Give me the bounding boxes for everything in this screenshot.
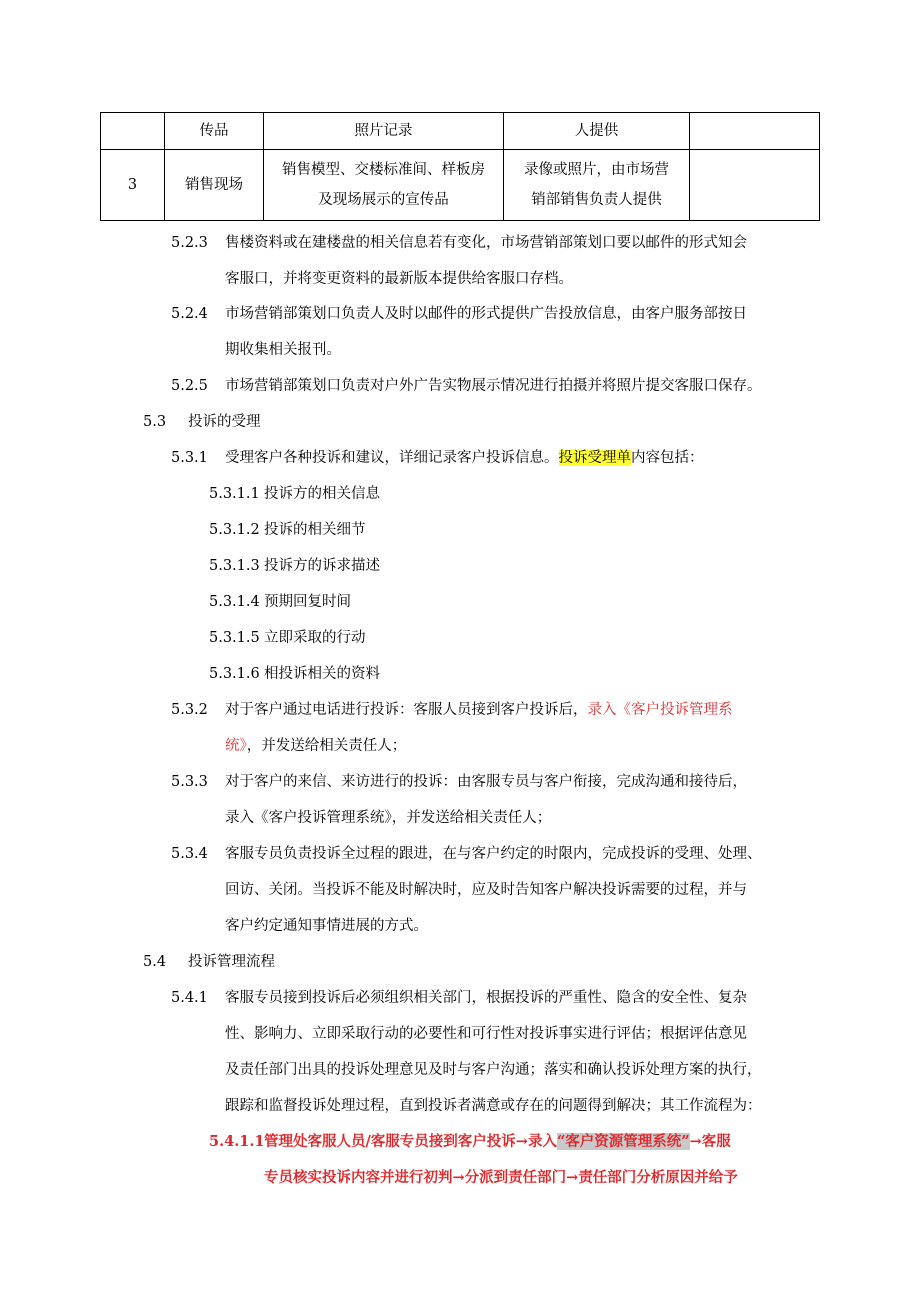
- section-number: 5.4: [143, 954, 167, 970]
- table-cell: 3: [101, 150, 165, 221]
- shaded-system-name: “客户资源管理系统”: [556, 1133, 690, 1150]
- clause-5-2-3: [171, 225, 747, 261]
- clause-5-4-1-1: [209, 1124, 731, 1160]
- highlighted-term: 投诉受理单: [558, 450, 631, 466]
- clause-number: 5.2.5: [171, 378, 208, 394]
- item-number: 5.3.1.5: [209, 630, 260, 646]
- red-text: 统》: [225, 738, 247, 754]
- item-number: 5.3.1.1: [209, 486, 260, 502]
- flow-step: 管理处客服人员/客服专员接到客户投诉: [264, 1133, 516, 1150]
- list-item: [209, 620, 366, 656]
- table-cell: 人提供: [504, 113, 690, 150]
- table-cell: [690, 113, 820, 150]
- item-text: 投诉方的诉求描述: [264, 558, 380, 574]
- flow-step: 客服: [701, 1133, 731, 1150]
- red-text: 录入《客户投诉管理系: [587, 702, 733, 718]
- clause-5-4-1: [171, 980, 747, 1016]
- clause-text: ，并发送给相关责任人；: [246, 738, 407, 754]
- clause-text: 市场营销部策划口负责人及时以邮件的形式提供广告投放信息，由客户服务部按日: [225, 306, 747, 322]
- item-text: 立即采取的行动: [264, 630, 366, 646]
- list-item: [209, 548, 380, 584]
- clause-number: 5.4.1.1: [209, 1133, 265, 1150]
- cell-line: 销部销售负责人提供: [531, 192, 662, 208]
- clause-number: 5.3.1: [171, 450, 208, 466]
- item-number: 5.3.1.6: [209, 666, 260, 682]
- clause-text-line: 录入《客户投诉管理系统》，并发送给相关责任人；: [225, 810, 552, 826]
- table-cell: 照片记录: [264, 113, 504, 150]
- clause-text: 市场营销部策划口负责对户外广告实物展示情况进行拍摄并将照片提交客服口保存。: [225, 378, 762, 394]
- arrow-icon: →: [515, 1133, 528, 1150]
- clause-text-line: [225, 728, 406, 764]
- clause-5-2-5: [171, 368, 762, 404]
- clause-text: 内容包括：: [631, 450, 704, 466]
- table-row: [101, 113, 820, 150]
- clause-text-line: 跟踪和监督投诉处理过程，直到投诉者满意或存在的问题得到解决；其工作流程为：: [225, 1098, 762, 1114]
- table-row: [101, 150, 820, 221]
- clause-text: 受理客户各种投诉和建议，详细记录客户投诉信息。: [225, 450, 559, 466]
- clause-5-3-4: [171, 836, 762, 872]
- list-item: [209, 584, 351, 620]
- clause-number: 5.2.4: [171, 306, 208, 322]
- flow-step: 分派到责任部门: [464, 1169, 567, 1186]
- list-item: [209, 656, 380, 692]
- clause-text-line: 及责任部门出具的投诉处理意见及时与客户沟通；落实和确认投诉处理方案的执行，: [225, 1062, 762, 1078]
- list-item: [209, 476, 380, 512]
- clause-text-line: [264, 1160, 738, 1196]
- item-text: 投诉方的相关信息: [264, 486, 380, 502]
- clause-text-line: 回访、关闭。当投诉不能及时解决时，应及时告知客户解决投诉需要的过程，并与: [225, 882, 747, 898]
- clause-text: 客服专员接到投诉后必须组织相关部门，根据投诉的严重性、隐含的安全性、复杂: [225, 990, 747, 1006]
- clause-number: 5.4.1: [171, 990, 208, 1006]
- cell-line: 销售模型、交楼标准间、样板房: [282, 162, 485, 178]
- list-item: [209, 512, 366, 548]
- flow-step: 录入: [527, 1133, 557, 1150]
- cell-line: 及现场展示的宣传品: [318, 192, 449, 208]
- table-cell: [264, 150, 504, 221]
- table-cell: [504, 150, 690, 221]
- clause-number: 5.3.3: [171, 774, 208, 790]
- section-title: 投诉管理流程: [188, 954, 275, 970]
- arrow-icon: →: [452, 1169, 465, 1186]
- item-number: 5.3.1.2: [209, 522, 260, 538]
- clause-number: 5.3.4: [171, 846, 208, 862]
- flow-step: 专员核实投诉内容并进行初判: [264, 1169, 453, 1186]
- info-table: [100, 112, 820, 221]
- clause-5-3-1: [171, 440, 704, 476]
- item-number: 5.3.1.4: [209, 594, 260, 610]
- item-number: 5.3.1.3: [209, 558, 260, 574]
- flow-step: 责任部门分析原因并给予: [578, 1169, 738, 1186]
- clause-5-3-3: [171, 764, 747, 800]
- clause-text-line: 客服口，并将变更资料的最新版本提供给客服口存档。: [225, 271, 573, 287]
- clause-number: 5.2.3: [171, 235, 208, 251]
- table-cell: 销售现场: [165, 150, 264, 221]
- item-text: 投诉的相关细节: [264, 522, 366, 538]
- clause-number: 5.3.2: [171, 702, 208, 718]
- clause-text: 售楼资料或在建楼盘的相关信息若有变化，市场营销部策划口要以邮件的形式知会: [225, 235, 747, 251]
- clause-5-2-4: [171, 296, 747, 332]
- item-text: 相投诉相关的资料: [264, 666, 380, 682]
- section-5-3-heading: [143, 404, 261, 440]
- clause-text-line: 客户约定通知事情进展的方式。: [225, 918, 428, 934]
- cell-line: 录像或照片，由市场营: [524, 162, 669, 178]
- section-number: 5.3: [143, 414, 167, 430]
- section-title: 投诉的受理: [188, 414, 261, 430]
- clause-text: 客服专员负责投诉全过程的跟进，在与客户约定的时限内，完成投诉的受理、处理、: [225, 846, 762, 862]
- table-cell: 传品: [165, 113, 264, 150]
- arrow-icon: →: [689, 1133, 702, 1150]
- clause-text: 对于客户通过电话进行投诉：客服人员接到客户投诉后，: [225, 702, 588, 718]
- clause-text: 对于客户的来信、来访进行的投诉：由客服专员与客户衔接，完成沟通和接待后，: [225, 774, 747, 790]
- clause-text-line: 性、影响力、立即采取行动的必要性和可行性对投诉事实进行评估；根据评估意见: [225, 1026, 747, 1042]
- clause-text-line: 期收集相关报刊。: [225, 342, 341, 358]
- clause-5-3-2: [171, 692, 733, 728]
- arrow-icon: →: [566, 1169, 579, 1186]
- table-cell: [690, 150, 820, 221]
- table-cell: [101, 113, 165, 150]
- section-5-4-heading: [143, 944, 275, 980]
- item-text: 预期回复时间: [264, 594, 351, 610]
